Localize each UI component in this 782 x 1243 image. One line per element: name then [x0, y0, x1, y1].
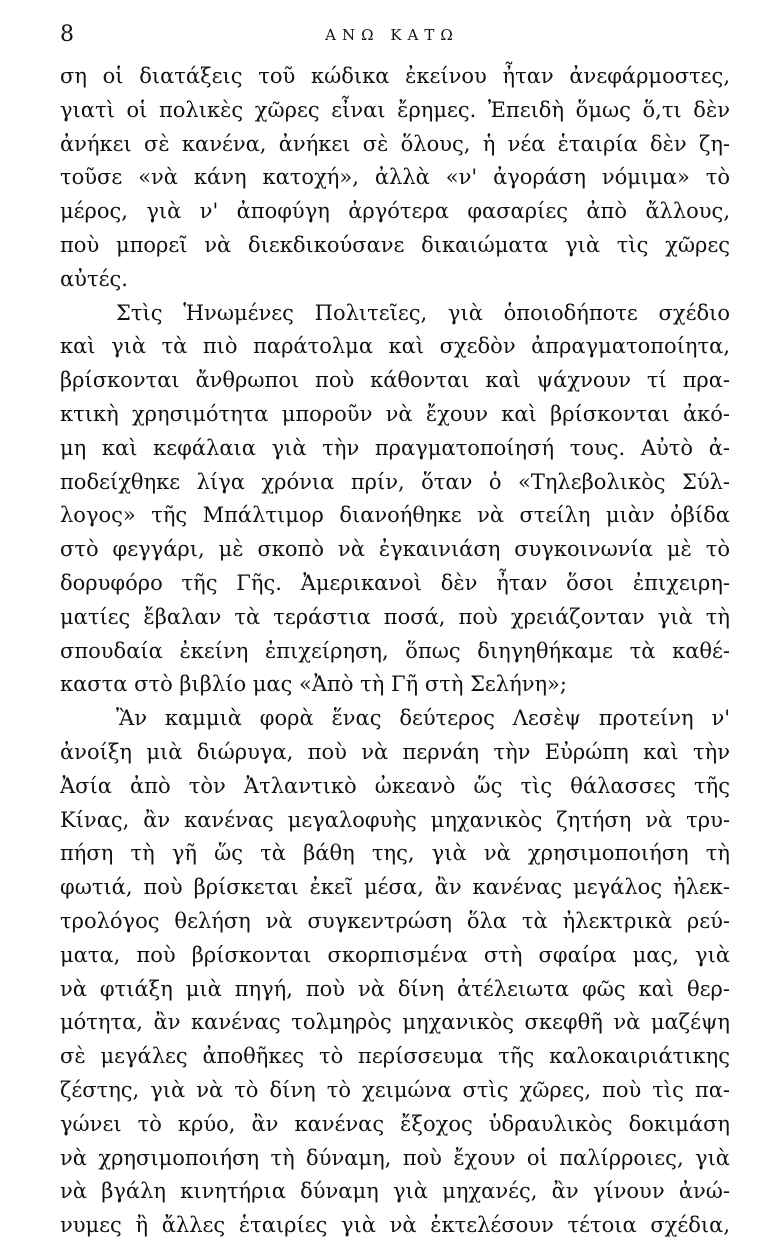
text-line: ἀνοίξη μιὰ διώρυγα, ποὺ νὰ περνάη τὴν Εὐρώπη καὶ τὴν	[60, 739, 730, 764]
text-line: Ἂν καμμιὰ φορὰ ἕνας δεύτερος Λεσὲψ προτείνη ν'	[116, 706, 730, 731]
text-line: σὲ μεγάλες ἀποθῆκες τὸ περίσσευμα τῆς καλοκαιριάτικης	[60, 1044, 730, 1069]
text-line: νυμες ἢ ἄλλες ἑταιρίες γιὰ νὰ ἐκτελέσουν τέτοια σχέδια,	[60, 1213, 730, 1238]
text-line: κτικὴ χρησιμότητα μποροῦν νὰ ἔχουν καὶ βρίσκονται ἀκό-	[60, 401, 730, 426]
text-line: τοῦσε «νὰ κάνη κατοχή», ἀλλὰ «ν' ἀγοράση νόμιμα» τὸ	[60, 165, 730, 190]
text-line: βρίσκονται ἄνθρωποι ποὺ κάθονται καὶ ψάχνουν τί πρα-	[60, 368, 730, 393]
text-line: μότητα, ἂν κανένας τολμηρὸς μηχανικὸς σκεφθῆ νὰ μαζέψη	[60, 1010, 730, 1035]
text-line: τρολόγος θελήση νὰ συγκεντρώση ὅλα τὰ ἠλεκτρικὰ ρεύ-	[60, 908, 730, 933]
text-line: στὸ φεγγάρι, μὲ σκοπὸ νὰ ἐγκαινιάση συγκοινωνία μὲ τὸ	[60, 537, 730, 562]
text-line: γώνει τὸ κρύο, ἂν κανένας ἔξοχος ὑδραυλικὸς δοκιμάση	[60, 1111, 730, 1136]
text-line: καστα στὸ βιβλίο μας «Ἀπὸ τὴ Γῆ στὴ Σελήνη»;	[60, 672, 567, 697]
text-line: δορυφόρο τῆς Γῆς. Ἀμερικανοὶ δὲν ἦταν ὅσοι ἐπιχειρη-	[60, 570, 730, 595]
text-line: ποὺ μπορεῖ νὰ διεκδικούσανε δικαιώματα γιὰ τὶς χῶρες	[60, 232, 730, 257]
page-number: 8	[60, 22, 74, 47]
text-line: μη καὶ κεφάλαια γιὰ τὴν πραγματοποίησή τους. Αὐτὸ ἀ-	[60, 435, 730, 460]
text-line: αὐτές.	[60, 266, 128, 291]
text-line: νὰ φτιάξη μιὰ πηγή, ποὺ νὰ δίνη ἀτέλειωτα φῶς καὶ θερ-	[60, 976, 730, 1001]
text-line: ζέστης, γιὰ νὰ τὸ δίνη τὸ χειμώνα στὶς χῶρες, ποὺ τὶς πα-	[60, 1077, 730, 1102]
text-line: ἀνήκει σὲ κανένα, ἀνήκει σὲ ὅλους, ἡ νέα ἑταιρία δὲν ζη-	[60, 131, 730, 156]
text-line: ματίες ἔβαλαν τὰ τεράστια ποσά, ποὺ χρειάζονταν γιὰ τὴ	[60, 604, 730, 629]
text-line: λογος» τῆς Μπάλτιμορ διανοήθηκε νὰ στείλη μιὰν ὀβίδα	[60, 503, 730, 528]
text-line: ση οἱ διατάξεις τοῦ κώδικα ἐκείνου ἦταν ἀνεφάρμοστες,	[60, 64, 730, 88]
text-line: πήση τὴ γῆ ὥς τὰ βάθη της, γιὰ νὰ χρησιμοποιήση τὴ	[60, 841, 730, 866]
book-title: ΑΝΩ ΚΑΤΩ	[325, 26, 459, 44]
text-line: Ἀσία ἀπὸ τὸν Ἀτλαντικὸ ὠκεανὸ ὥς τὶς θάλασσες τῆς	[60, 773, 730, 798]
text-line: Κίνας, ἂν κανένας μεγαλοφυὴς μηχανικὸς ζητήση νὰ τρυ-	[60, 807, 730, 832]
text-line: φωτιά, ποὺ βρίσκεται ἐκεῖ μέσα, ἂν κανένας μεγάλος ἠλεκ-	[60, 875, 730, 900]
body-text	[60, 60, 730, 1243]
text-line: γιατὶ οἱ πολικὲς χῶρες εἶναι ἔρημες. Ἐπειδὴ ὅμως ὅ,τι δὲν	[60, 97, 730, 122]
text-line: νὰ χρησιμοποιήση τὴ δύναμη, ποὺ ἔχουν οἱ παλίρροιες, γιὰ	[60, 1145, 730, 1170]
text-line: σπουδαία ἐκείνη ἐπιχείρηση, ὅπως διηγηθήκαμε τὰ καθέ-	[60, 638, 730, 663]
text-line: μέρος, γιὰ ν' ἀποφύγη ἀργότερα φασαρίες ἀπὸ ἄλλους,	[60, 199, 730, 224]
text-line: καὶ γιὰ τὰ πιὸ παράτολμα καὶ σχεδὸν ἀπραγματοποίητα,	[60, 334, 730, 359]
text-line: νὰ βγάλη κινητήρια δύναμη γιὰ μηχανές, ἂν γίνουν ἀνώ-	[60, 1179, 730, 1204]
text-line: ματα, ποὺ βρίσκονται σκορπισμένα στὴ σφαίρα μας, γιὰ	[60, 942, 730, 967]
text-line: Στὶς Ἡνωμένες Πολιτεῖες, γιὰ ὁποιοδήποτε σχέδιο	[116, 300, 730, 325]
text-line: ποδείχθηκε λίγα χρόνια πρίν, ὅταν ὁ «Τηλεβολικὸς Σύλ-	[60, 469, 730, 494]
running-head	[60, 18, 724, 52]
